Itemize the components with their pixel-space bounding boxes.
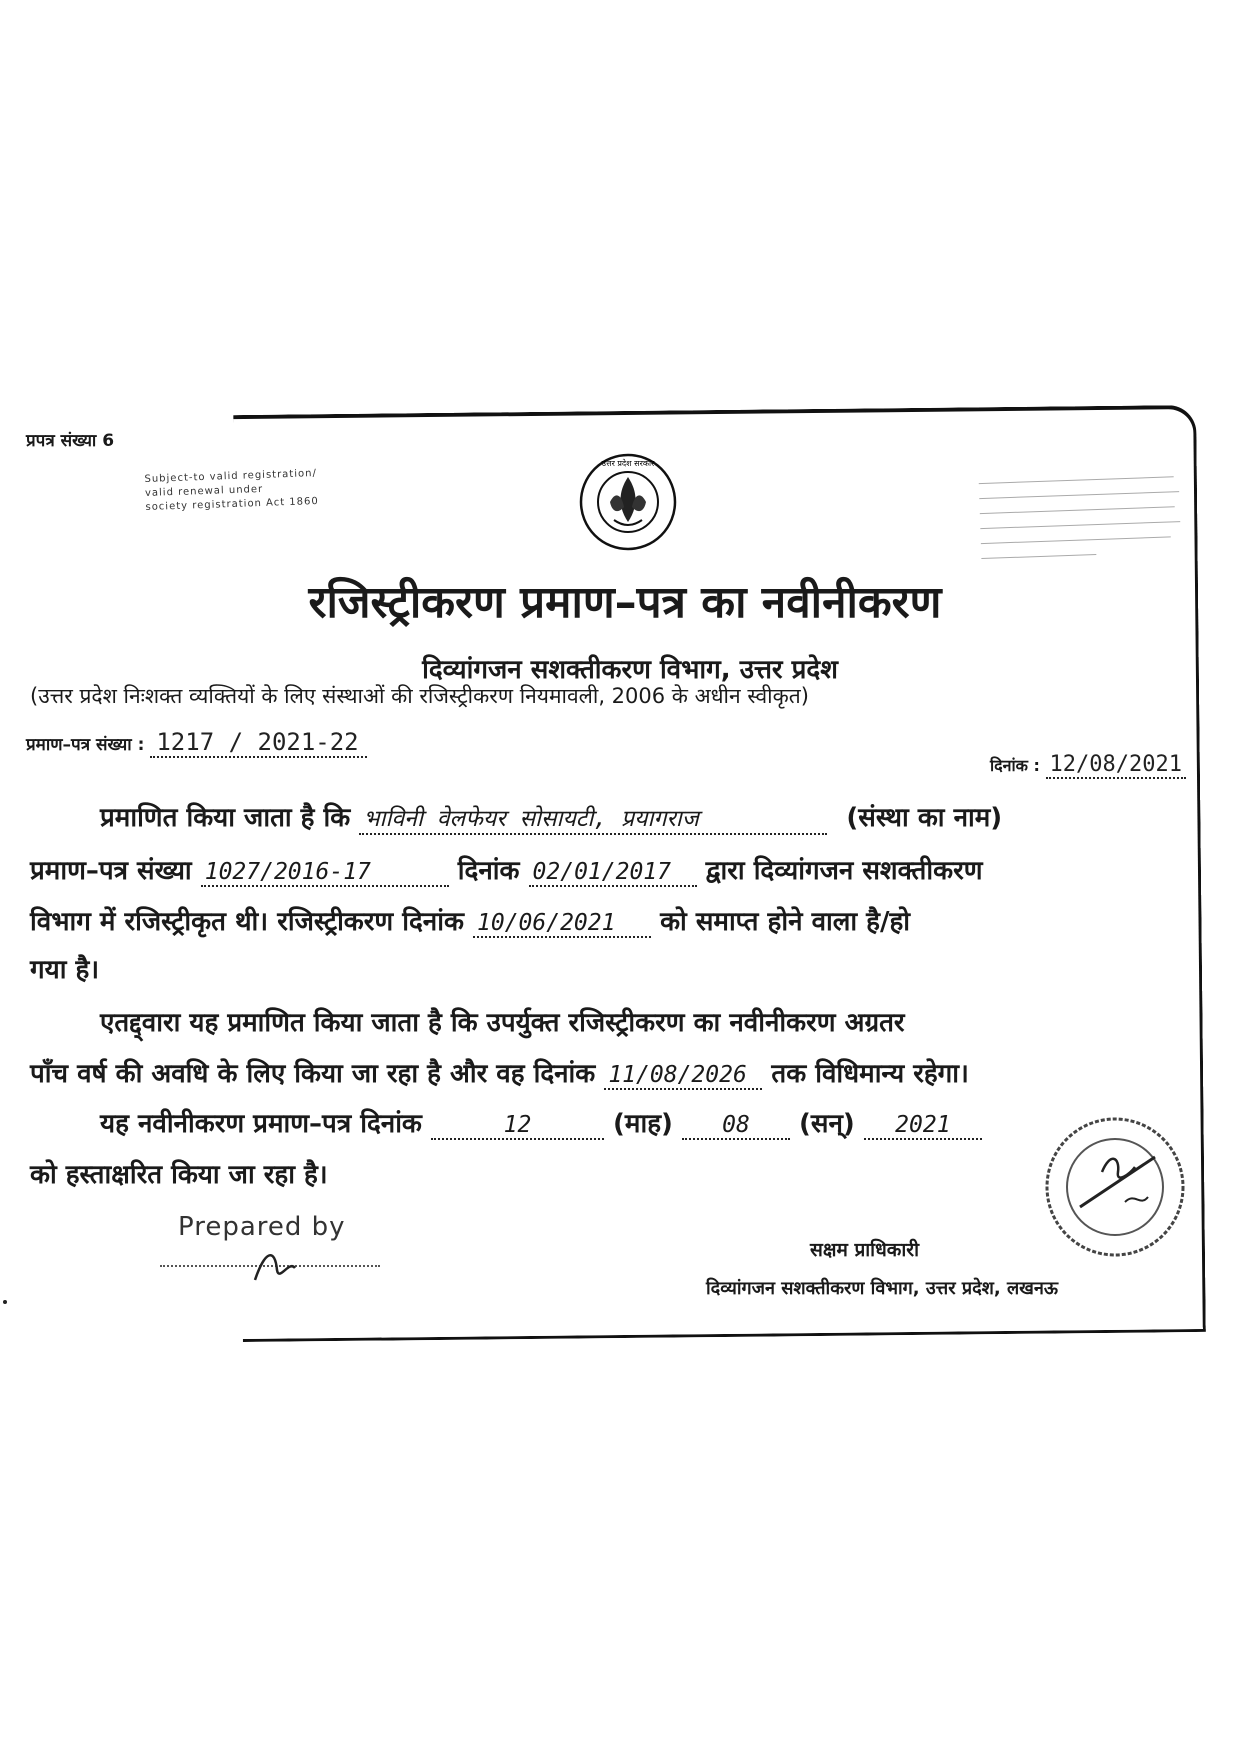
- body-text: प्रमाण–पत्र संख्या: [30, 856, 192, 886]
- body-text: दिनांक: [457, 856, 520, 886]
- registration-expiry-date: 10/06/2021: [473, 910, 651, 938]
- body-text: (संस्था का नाम): [846, 803, 1003, 833]
- body-text: (सन्): [799, 1109, 855, 1139]
- body-line-8: को हस्ताक्षरित किया जा रहा है।: [30, 1160, 328, 1190]
- body-line-5: [30, 1003, 905, 1039]
- previous-certificate-number: 1027/2016-17: [201, 859, 449, 887]
- body-text: पाँच वर्ष की अवधि के लिए किया जा रहा है और वह दिनांक: [30, 1059, 596, 1089]
- certificate-date-field: [990, 752, 1186, 779]
- note-line: Subject-to valid registration/: [144, 468, 318, 486]
- competent-authority-label: सक्षम प्राधिकारी: [810, 1239, 919, 1261]
- signing-day: 12: [431, 1112, 604, 1140]
- body-text: विभाग में रजिस्ट्रीकृत थी। रजिस्ट्रीकरण दिनांक: [30, 907, 464, 937]
- act-reference: (उत्तर प्रदेश निःशक्त व्यक्तियों के लिए संस्थाओं की रजिस्ट्रीकरण नियमावली, 2006 के अधीन स्वीकृत): [30, 684, 809, 708]
- body-line-4: गया है।: [30, 955, 100, 985]
- certificate-date-label: दिनांक :: [990, 756, 1040, 775]
- authority-department: दिव्यांगजन सशक्तीकरण विभाग, उत्तर प्रदेश, लखनऊ: [706, 1278, 1059, 1299]
- signing-year: 2021: [864, 1112, 982, 1140]
- certificate-number-value: 1217 / 2021-22: [150, 728, 367, 758]
- body-line-7: [30, 1104, 982, 1140]
- body-text: को समाप्त होने वाला है/हो: [660, 907, 911, 937]
- certificate-date-value: 12/08/2021: [1046, 752, 1186, 779]
- organization-name-value: भाविनी वेलफेयर सोसायटी, प्रयागराज: [359, 801, 827, 835]
- body-text: (माह): [613, 1109, 673, 1139]
- body-text: द्वारा दिव्यांगजन सशक्तीकरण: [705, 856, 983, 886]
- body-line-3: [30, 902, 910, 938]
- certificate-title: रजिस्ट्रीकरण प्रमाण–पत्र का नवीनीकरण: [308, 577, 942, 628]
- body-text: प्रमाणित किया जाता है कि: [100, 803, 351, 833]
- body-line-2: [30, 851, 983, 887]
- certificate-number-label: प्रमाण–पत्र संख्या :: [26, 735, 145, 755]
- signing-month: 08: [682, 1112, 790, 1140]
- certificate-number-field: [26, 728, 367, 758]
- department-name: दिव्यांगजन सशक्तीकरण विभाग, उत्तर प्रदेश: [422, 655, 838, 685]
- body-line-1: [30, 798, 1002, 835]
- valid-until-date: 11/08/2026: [604, 1062, 762, 1090]
- up-govt-emblem-icon: [578, 452, 678, 552]
- scan-speck: [3, 1300, 7, 1304]
- prepared-by-label: Prepared by: [178, 1212, 346, 1242]
- form-number: प्रपत्र संख्या 6: [26, 431, 115, 451]
- note-line: society registration Act 1860: [145, 495, 319, 514]
- body-text: यह नवीनीकरण प्रमाण–पत्र दिनांक: [100, 1109, 422, 1139]
- body-text: तक विधिमान्य रहेगा।: [771, 1059, 969, 1089]
- body-line-6: [30, 1054, 969, 1090]
- handwritten-signature-icon: [245, 1240, 305, 1290]
- emblem-label: उत्तर प्रदेश सरकार: [601, 459, 655, 468]
- previous-certificate-date: 02/01/2017: [529, 859, 697, 887]
- note-line: valid renewal under: [144, 483, 264, 500]
- official-round-seal-icon: [1040, 1112, 1190, 1262]
- body-text: एतद्द्वारा यह प्रमाणित किया जाता है कि उपर्युक्त रजिस्ट्रीकरण का नवीनीकरण अग्रतर: [100, 1008, 905, 1038]
